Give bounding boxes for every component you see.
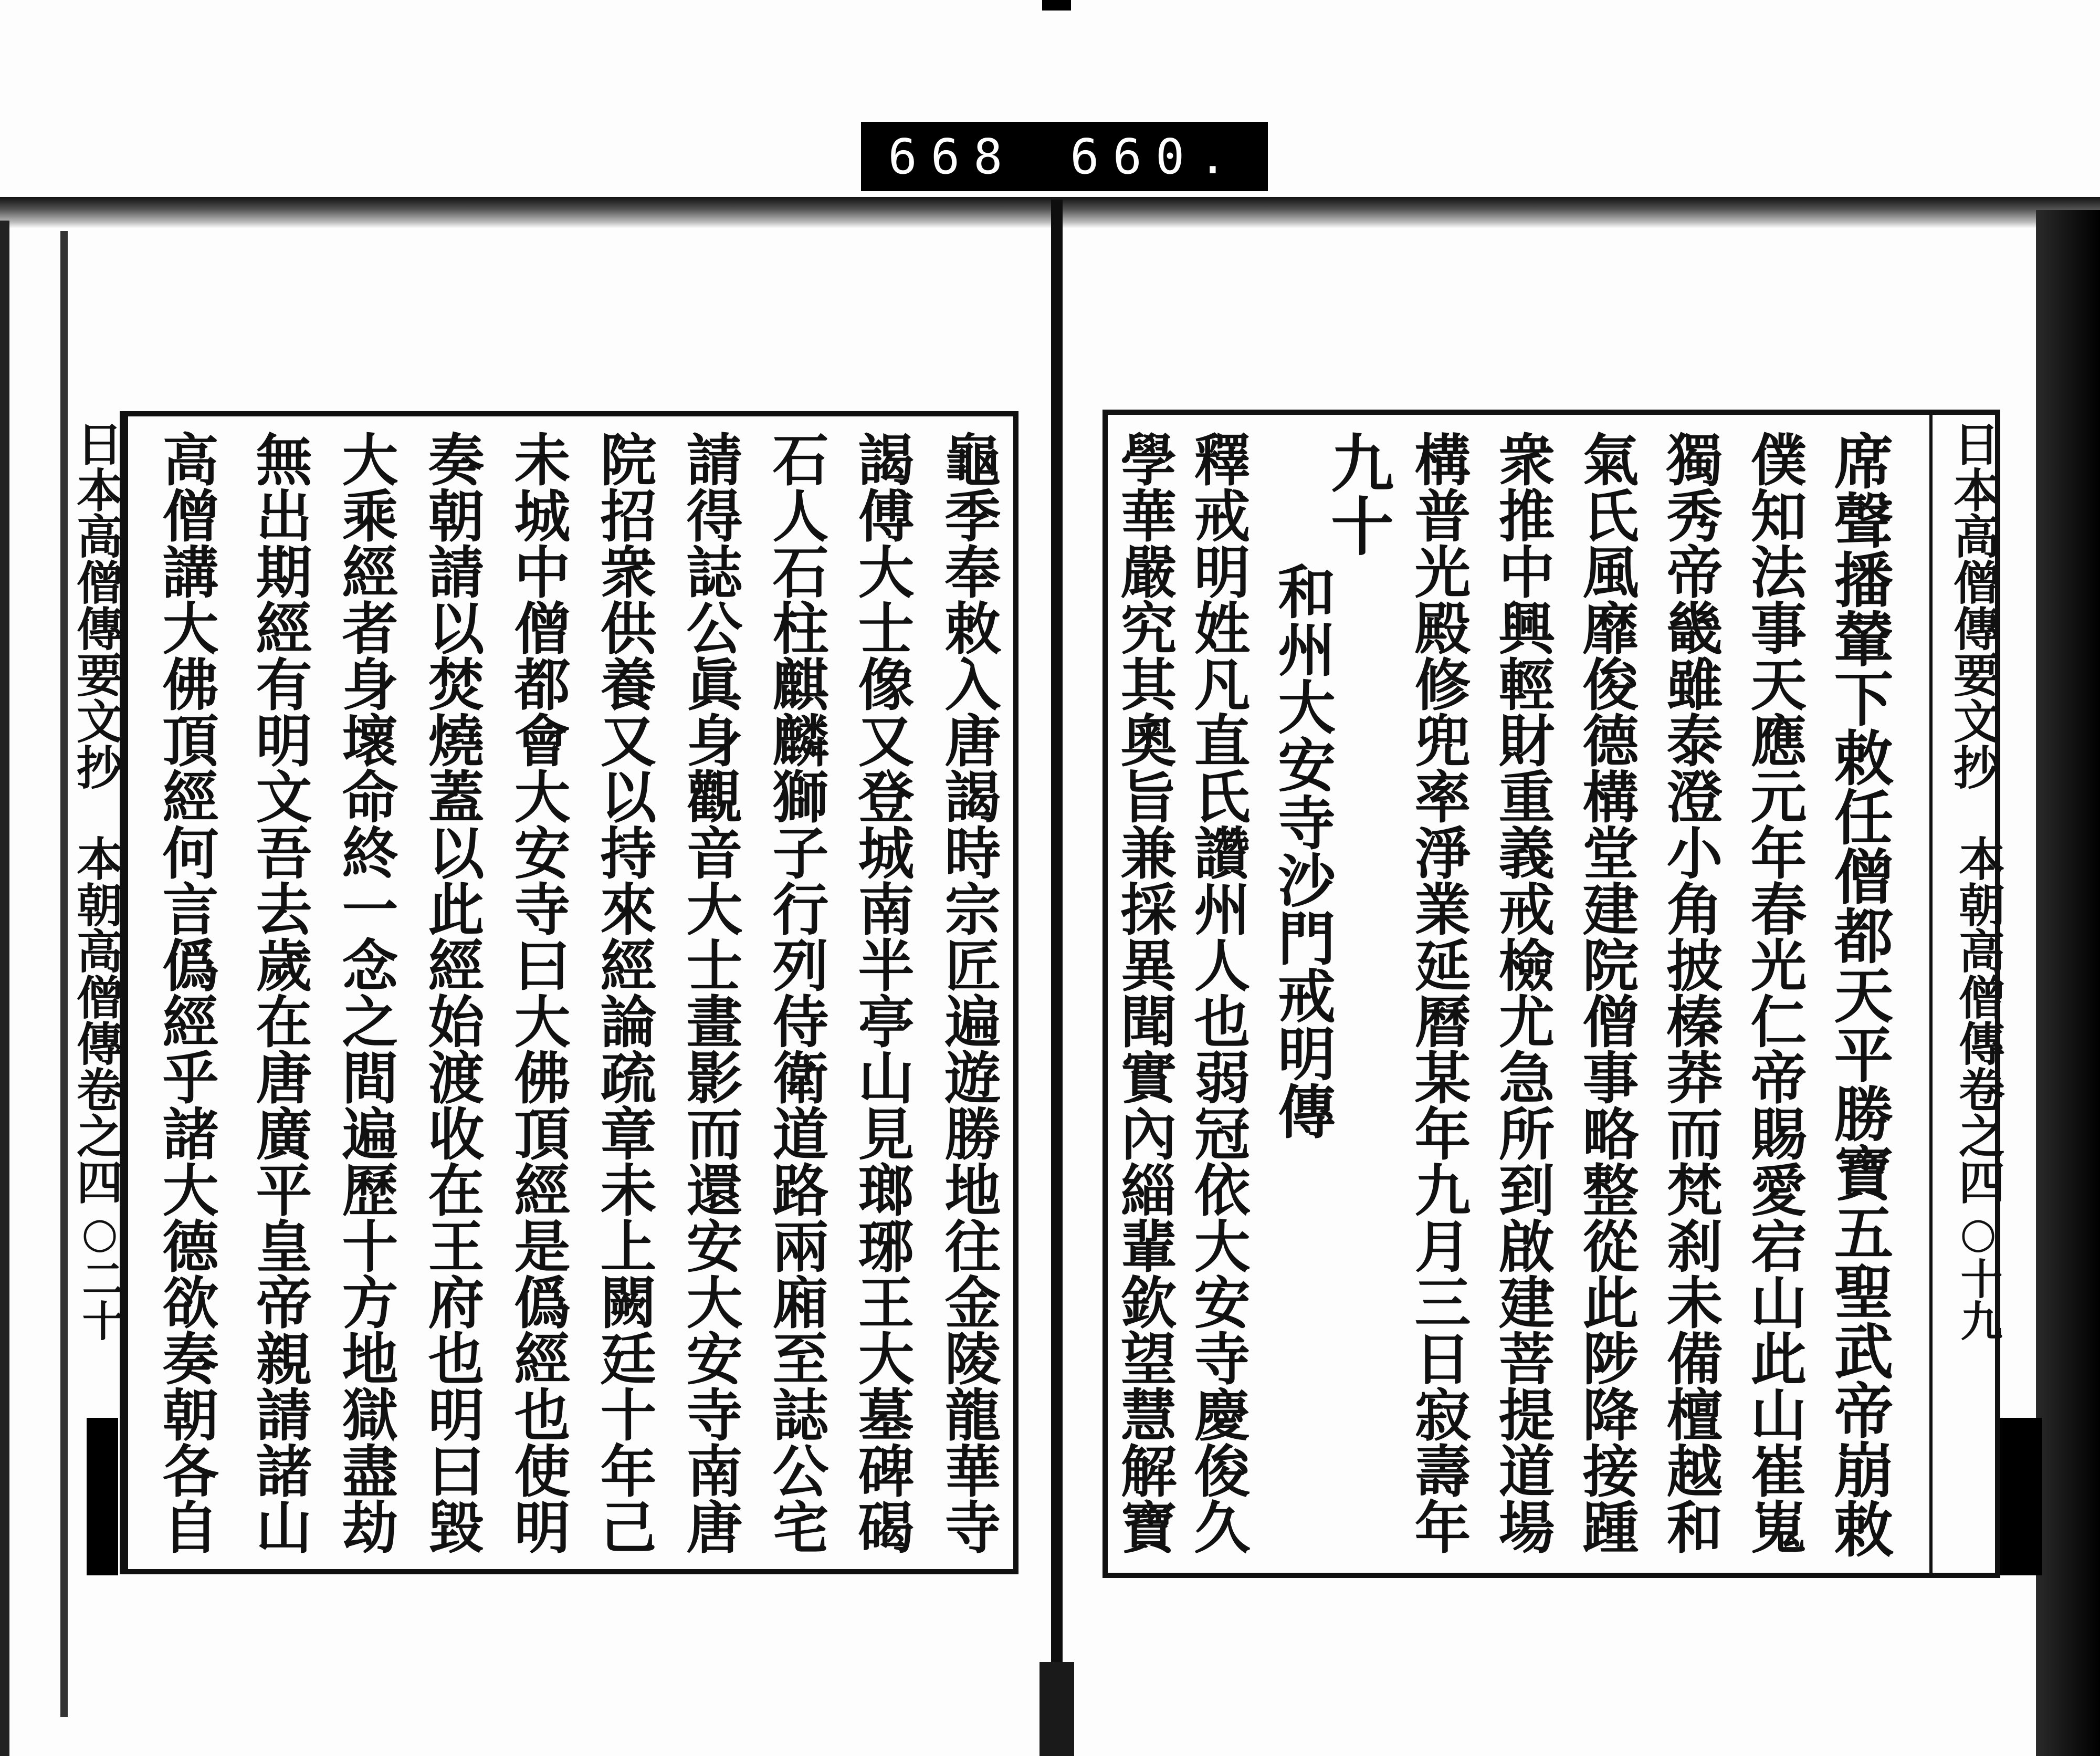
right-text-column-2: 僕知法事天應元年春光仁帝賜愛宕山此山崔嵬 [1741,431,1807,1554]
left-margin-series: 本朝高僧傳卷之四 [69,835,124,1205]
left-text-column-9: 無出期經有明文吾去歲在唐廣平皇帝親請諸山 [246,431,312,1554]
right-text-column-1: 席聲播輦下敕任僧都天平勝寶五聖武帝崩敕 [1824,431,1894,1558]
index-number-a: 668 [888,128,1016,185]
left-text-column-8: 大乘經者身壞命終一念之間遍歷十方地獄盡劫 [332,431,398,1554]
left-edge-tab [87,1418,118,1575]
right-text-column-3: 獨秀帝畿雖泰澄小角披榛莽而梵刹未備檀越和 [1657,431,1723,1554]
left-text-column-4: 請得誌公眞身觀音大士畫影而還安大安寺南唐 [677,431,742,1554]
right-folio: ○十九 [1954,1208,2003,1341]
index-label [861,122,1268,191]
right-frame-inner-rule [1929,415,1933,1573]
right-text-column-4: 氣氏風靡俊德構堂建院僧事略整從此陟降接踵 [1573,431,1639,1554]
spine-shadow [0,197,2100,228]
right-text-column-5: 衆推中興輕財重義戒檢尤急所到啟建菩提道場 [1489,431,1555,1554]
left-text-column-6: 未城中僧都會大安寺曰大佛頂經是僞經也使明 [505,431,570,1554]
left-text-column-2: 謁傅大士像又登城南半亭山見瑯琊王大墓碑碣 [848,431,914,1554]
left-text-column-7: 奏朝請以焚燒蓋以此經始渡收在王府也明曰毀 [418,431,484,1554]
right-page-edge [2036,210,2100,1756]
index-number-b: 660. [1070,128,1241,185]
top-edge-mark [1042,0,1071,11]
right-text-column-7: 九十 [1320,431,1394,557]
spine-gutter [1051,200,1063,1722]
right-margin-title: 日本高僧傳要文抄 [1946,420,2001,790]
right-text-column-6: 構普光殿修兜率淨業延曆某年九月三日寂壽年 [1405,431,1471,1554]
left-text-column-5: 院招衆供養又以持來經論疏章未上闕廷十年己 [591,431,656,1554]
right-text-column-10: 學華嚴究其奧旨兼採異聞實內緇輩欽望慧解寶 [1111,431,1177,1554]
right-margin-series: 本朝高僧傳卷之四 [1951,835,2006,1205]
right-chapter-heading: 和州大安寺沙門戒明傳 [1268,562,1336,1140]
right-text-column-9: 釋戒明姓凡直氏讚州人也弱冠依大安寺慶俊久 [1184,431,1250,1554]
left-folio: ○二十 [75,1208,124,1341]
left-text-column-10: 高僧講大佛頂經何言僞經乎諸大德欲奏朝各自 [153,431,218,1554]
left-text-column-1: 龜季奉敕入唐謁時宗匠遍遊勝地往金陵龍華寺 [935,431,1001,1554]
spine-foot [1040,1662,1074,1756]
left-frame-inner-rule [125,416,128,1569]
right-edge-tab [2000,1418,2042,1575]
left-margin-title: 日本高僧傳要文抄 [69,420,124,790]
left-page-edge [0,221,9,1756]
left-page-fold [60,231,68,1717]
left-text-column-3: 石人石柱麒麟獅子行列侍衛道路兩廂至誌公宅 [763,431,828,1554]
